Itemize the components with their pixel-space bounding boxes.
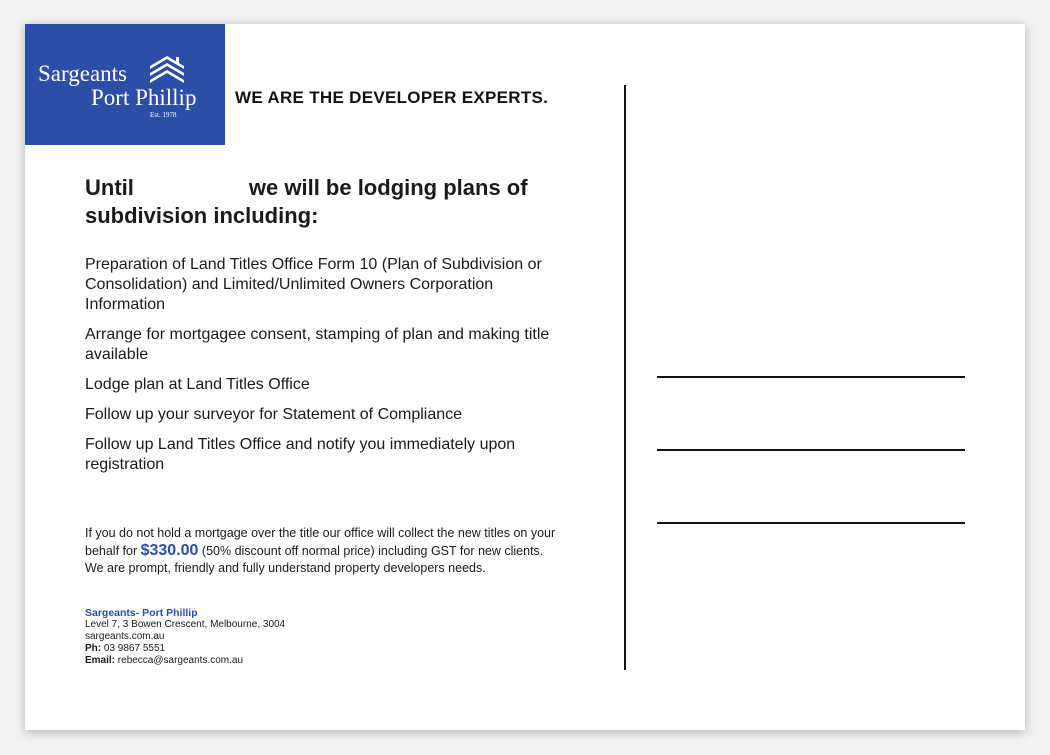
tagline: WE ARE THE DEVELOPER EXPERTS.	[235, 88, 549, 107]
email-label: Email:	[85, 655, 116, 666]
logo-est: Est. 1978	[150, 111, 177, 119]
phone: 03 9867 5551	[103, 643, 166, 654]
logo-line2: Port Phillip	[91, 85, 197, 110]
website: sargeants.com.au	[85, 631, 165, 642]
note-before: If you do not hold a mortgage over the title our office will collect the new titles on your behalf for	[85, 526, 556, 558]
price: $330.00	[140, 542, 199, 559]
email: rebecca@sargeants.com.au	[117, 655, 244, 666]
phone-row	[85, 643, 285, 655]
headline	[85, 174, 585, 230]
logo	[25, 24, 225, 145]
list-item: Arrange for mortgagee consent, stamping of plan and making title available	[85, 326, 550, 363]
note-after: (50% discount off normal price) including GST for new clients. We are prompt, friendly and fully understand property developers needs.	[85, 544, 544, 575]
logo-line1: Sargeants	[38, 61, 128, 86]
headline-rest: we will be lodging plans of subdivision including:	[85, 175, 528, 228]
services-list	[85, 255, 575, 485]
list-item: Preparation of Land Titles Office Form 10 (Plan of Subdivision or Consolidation) and Limited/Unlimited Owners Corporation Information	[85, 256, 542, 313]
list-item: Lodge plan at Land Titles Office	[85, 376, 310, 393]
phone-label: Ph:	[85, 643, 102, 654]
contact-block	[85, 607, 285, 667]
offer-note	[85, 525, 565, 577]
email-row	[85, 655, 285, 667]
list-item: Follow up Land Titles Office and notify you immediately upon registration	[85, 436, 516, 473]
company-name: Sargeants- Port Phillip	[85, 607, 198, 619]
list-item: Follow up your surveyor for Statement of Compliance	[85, 406, 463, 423]
address-line-2	[657, 449, 965, 451]
postcard	[25, 24, 1025, 730]
roof-chevrons-icon	[148, 54, 186, 84]
address-line-1	[657, 376, 965, 378]
headline-until: Until	[85, 175, 134, 200]
address: Level 7, 3 Bowen Crescent, Melbourne, 3004	[85, 619, 286, 630]
vertical-divider	[624, 85, 626, 670]
address-line-3	[657, 522, 965, 524]
